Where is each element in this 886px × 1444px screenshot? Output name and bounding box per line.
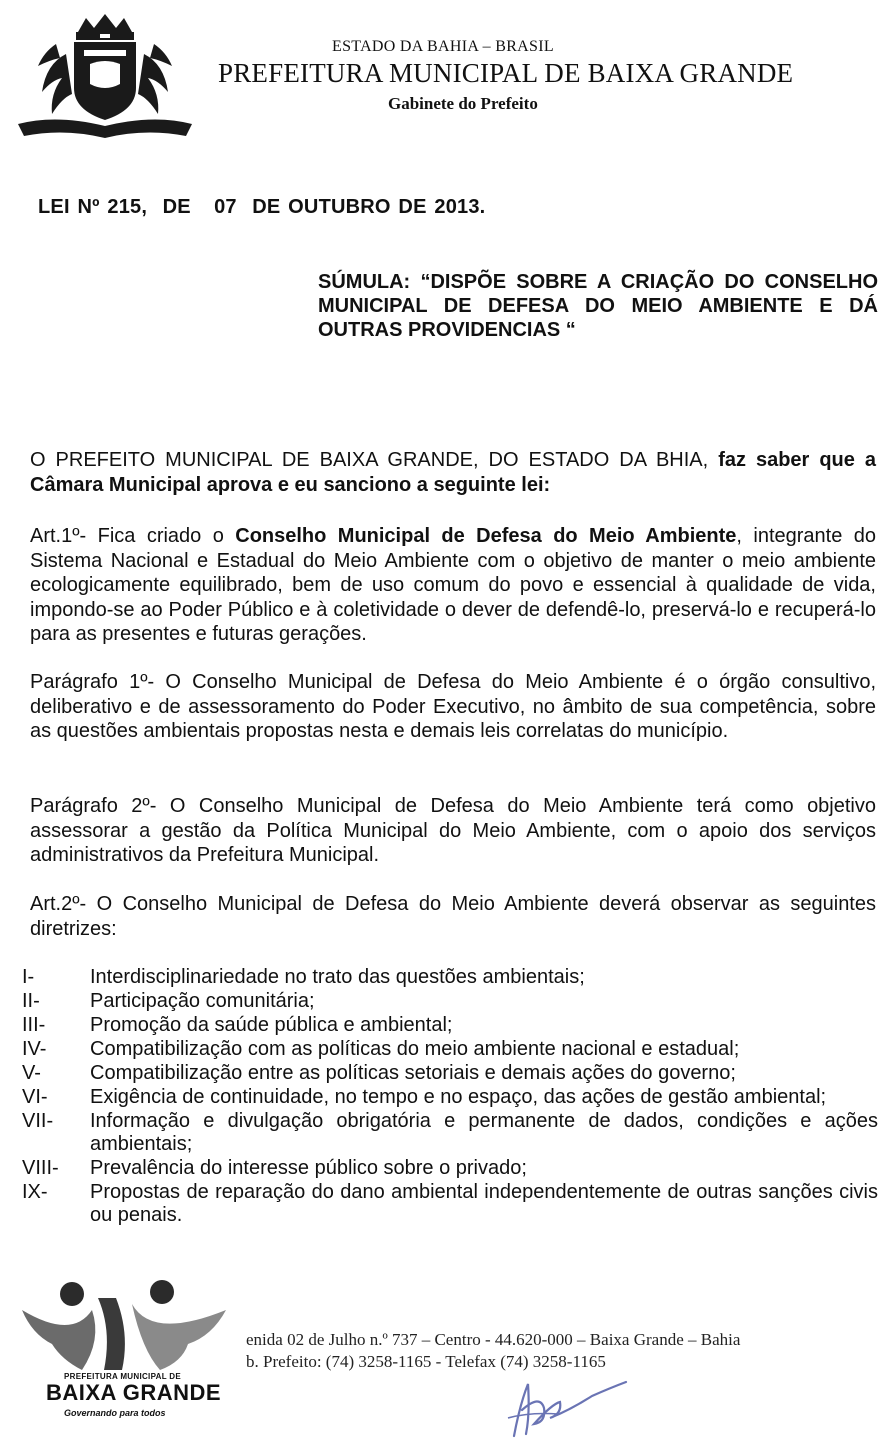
item-number: IV- (22, 1038, 47, 1060)
footer-logo-name: BAIXA GRANDE (46, 1380, 222, 1405)
header-city-hall: PREFEITURA MUNICIPAL DE BAIXA GRANDE (218, 58, 794, 88)
footer-logo-top: PREFEITURA MUNICIPAL DE (64, 1372, 181, 1381)
intro-text: O PREFEITO MUNICIPAL DE BAIXA GRANDE, DO ESTADO DA BHIA, (30, 449, 719, 471)
list-item (22, 1157, 878, 1180)
council-name: Conselho Municipal de Defesa do Meio Ambiente (235, 525, 737, 547)
item-text: Promoção da saúde pública e ambiental; (90, 1014, 453, 1036)
item-text: Informação e divulgação obrigatória e permanente de dados, condições e ações ambientais; (90, 1110, 878, 1155)
list-item (22, 1181, 878, 1227)
footer-logo-slogan: Governando para todos (64, 1408, 166, 1418)
paragraph-1: Parágrafo 1º- O Conselho Municipal de Defesa do Meio Ambiente é o órgão consultivo, deliberativo e de assessoramento do Poder Executivo, no âmbito de sua competência, sobre as questões ambientais propostas nesta e demais leis correlatas do município. (30, 671, 876, 742)
item-text: Interdisciplinariedade no trato das questões ambientais; (90, 966, 585, 988)
intro-paragraph (30, 448, 876, 497)
footer-address: enida 02 de Julho n.º 737 – Centro - 44.620-000 – Baixa Grande – Bahia (246, 1330, 741, 1349)
list-item (22, 1062, 878, 1085)
item-text: Prevalência do interesse público sobre o privado; (90, 1157, 527, 1179)
item-number: III- (22, 1014, 46, 1036)
item-number: I- (22, 966, 35, 988)
list-item (22, 1110, 878, 1156)
intro-bold-text: faz saber que a Câmara Municipal aprova e eu sanciono a seguinte lei: (30, 449, 876, 496)
law-summary: SÚMULA: “DISPÕE SOBRE A CRIAÇÃO DO CONSELHO MUNICIPAL DE DEFESA DO MEIO AMBIENTE E DÁ OUTRAS PROVIDENCIAS “ (318, 271, 878, 341)
article-1 (30, 524, 876, 647)
item-text: Exigência de continuidade, no tempo e no espaço, das ações de gestão ambiental; (90, 1086, 827, 1108)
item-number: VIII- (22, 1157, 59, 1179)
item-number: IX- (22, 1181, 48, 1203)
item-text: Participação comunitária; (90, 990, 315, 1012)
list-item (22, 966, 878, 989)
article-2: Art.2º- O Conselho Municipal de Defesa do Meio Ambiente deverá observar as seguintes diretrizes: (30, 893, 876, 940)
list-item (22, 1038, 878, 1061)
people-figures-icon (12, 1270, 240, 1374)
item-text: Compatibilização com as políticas do meio ambiente nacional e estadual; (90, 1038, 740, 1060)
header-state: ESTADO DA BAHIA – BRASIL (332, 38, 554, 55)
item-text: Propostas de reparação do dano ambiental independentemente de outras sanções civis ou penais. (90, 1181, 878, 1226)
item-number: VI- (22, 1086, 48, 1108)
municipal-coat-of-arms (16, 14, 194, 140)
item-number: VII- (22, 1110, 54, 1132)
item-number: V- (22, 1062, 41, 1084)
footer-logo (12, 1270, 240, 1440)
list-item (22, 990, 878, 1013)
signature-mark (500, 1374, 630, 1440)
guidelines-list (22, 966, 878, 1228)
header-office: Gabinete do Prefeito (388, 94, 538, 113)
item-number: II- (22, 990, 40, 1012)
footer-phone: b. Prefeito: (74) 3258-1165 - Telefax (74) 3258-1165 (246, 1352, 606, 1371)
paragraph-2: Parágrafo 2º- O Conselho Municipal de Defesa do Meio Ambiente terá como objetivo assessorar a gestão da Política Municipal do Meio Ambiente, com o apoio dos serviços administrativos da Prefeitura Municipal. (30, 795, 876, 866)
law-title: LEI Nº 215, DE 07 DE OUTUBRO DE 2013. (38, 196, 486, 218)
article-1-start: Art.1º- Fica criado o (30, 525, 236, 547)
list-item (22, 1014, 878, 1037)
article-1-rest: , integrante do Sistema Nacional e Estadual do Meio Ambiente com o objetivo de manter o meio ambiente ecologicamente equilibrado, bem de uso comum do povo e essencial à qualidade de vida, impondo-se ao Poder Público e à coletividade o dever de defendê-lo, preservá-lo e recuperá-lo para as presentes e futuras gerações. (30, 525, 876, 645)
list-item (22, 1086, 878, 1109)
item-text: Compatibilização entre as políticas setoriais e demais ações do governo; (90, 1062, 736, 1084)
